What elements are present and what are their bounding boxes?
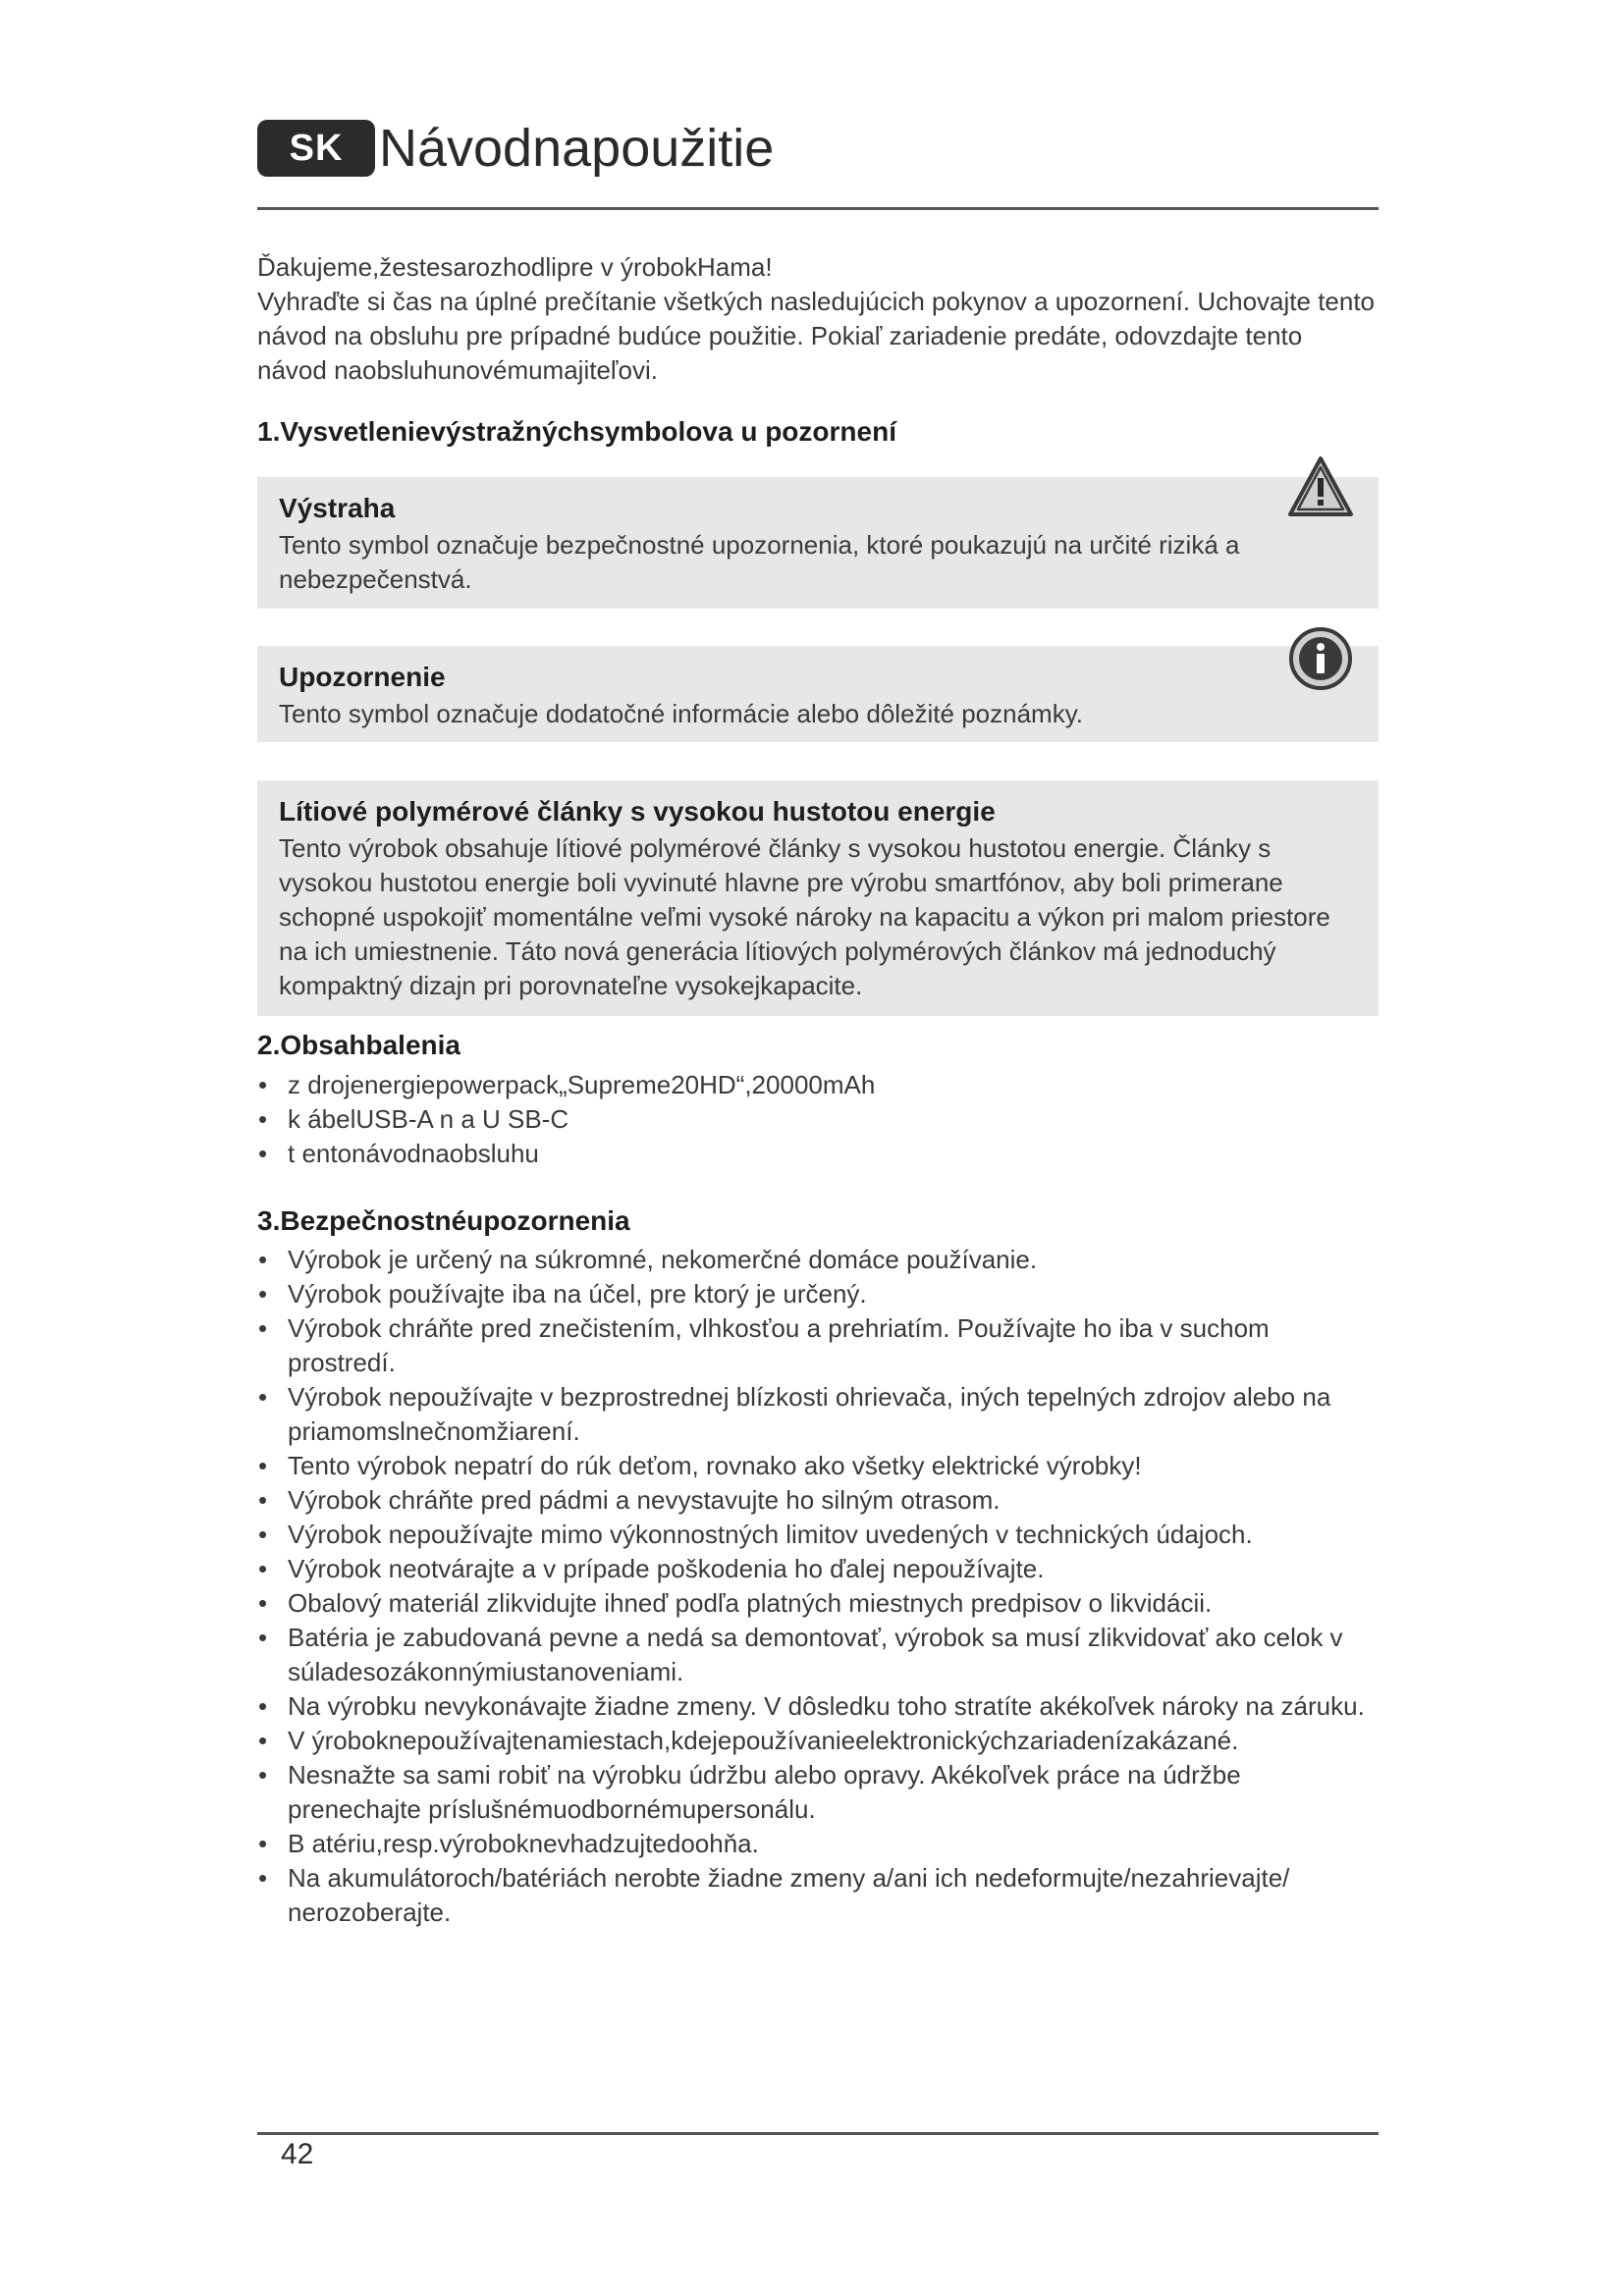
warning-title: Výstraha: [279, 493, 396, 523]
list-item: • t entonávodnaobsluhu: [257, 1137, 1379, 1171]
package-contents-list: [257, 1068, 1379, 1171]
list-item: • Výrobok je určený na súkromné, nekomerčné domáce používanie.: [257, 1243, 1379, 1277]
list-item: • Na výrobku nevykonávajte žiadne zmeny. V dôsledku toho stratíte akékoľvek nároky na záruku.: [257, 1689, 1379, 1724]
list-item: • z drojenergiepowerpack„Supreme20HD“,20000mAh: [257, 1068, 1379, 1102]
list-item: • Batéria je zabudovaná pevne a nedá sa demontovať, výrobok sa musí zlikvidovať ako celok v súladesozákonnýmiustanoveniami.: [257, 1621, 1379, 1689]
section-2-heading: 2.Obsahbalenia: [257, 1030, 460, 1060]
lipo-info-box: [257, 780, 1379, 1016]
document-title: Návodnapoužitie: [379, 119, 775, 178]
lipo-title: Lítiové polymérové články s vysokou hustotou energie: [279, 796, 996, 827]
section-1-heading: 1.Vysvetlenievýstražnýchsymbolova u pozornení: [257, 416, 896, 447]
page-header: [257, 116, 774, 181]
intro-instructions: Vyhraďte si čas na úplné prečítanie všetkých nasledujúcich pokynov a upozornení. Uchovajte tento návod na obsluhu pre prípadné budúce použitie. Pokiaľ zariadenie predáte, odovzdajte tento návod naobsluhunovémumajiteľovi.: [257, 287, 1376, 385]
list-item: • Výrobok nepoužívajte v bezprostrednej blízkosti ohrievača, iných tepelných zdrojov alebo na priamomslnečnomžiarení.: [257, 1380, 1379, 1449]
list-item: • Výrobok neotvárajte a v prípade poškodenia ho ďalej nepoužívajte.: [257, 1552, 1379, 1586]
info-icon: [1286, 624, 1355, 693]
list-item: • Nesnažte sa sami robiť na výrobku údržbu alebo opravy. Akékoľvek práce na údržbe prenechajte príslušnémuodbornémupersonálu.: [257, 1758, 1379, 1827]
list-item: • Výrobok chráňte pred pádmi a nevystavujte ho silným otrasom.: [257, 1483, 1379, 1518]
list-item: • Obalový materiál zlikvidujte ihneď podľa platných miestnych predpisov o likvidácii.: [257, 1586, 1379, 1621]
list-item: • Výrobok nepoužívajte mimo výkonnostných limitov uvedených v technických údajoch.: [257, 1518, 1379, 1552]
warning-triangle-icon: [1286, 454, 1355, 522]
language-badge: SK: [257, 120, 375, 177]
page-number: 42: [281, 2138, 314, 2170]
list-item: • k ábelUSB-A n a U SB-C: [257, 1102, 1379, 1137]
safety-notes-list: [257, 1243, 1379, 1930]
warning-text: Tento symbol označuje bezpečnostné upozornenia, ktoré poukazujú na určité riziká a nebezpečenstvá.: [279, 530, 1240, 594]
manual-page: [257, 0, 1379, 2296]
intro-thanks: Ďakujeme,žestesarozhodlipre v ýrobokHama!: [257, 252, 773, 282]
list-item: • V ýroboknepoužívajtenamiestach,kdejepoužívanieelektronickýchzariadenízakázané.: [257, 1724, 1379, 1758]
list-item: • Výrobok chráňte pred znečistením, vlhkosťou a prehriatím. Používajte ho iba v suchom prostredí.: [257, 1311, 1379, 1380]
note-box: [257, 646, 1379, 742]
list-item: • Tento výrobok nepatrí do rúk deťom, rovnako ako všetky elektrické výrobky!: [257, 1449, 1379, 1483]
list-item: • Výrobok používajte iba na účel, pre ktorý je určený.: [257, 1277, 1379, 1311]
note-title: Upozornenie: [279, 662, 446, 692]
header-divider: [257, 207, 1379, 210]
lipo-text: Tento výrobok obsahuje lítiové polymérové články s vysokou hustotou energie. Články s vysokou hustotou energie boli vyvinuté hlavne pre výrobu smartfónov, aby boli primerane schopné uspokojiť momentálne veľmi vysoké nároky na kapacitu a výkon pri malom priestore na ich umiestnenie. Táto nová generácia lítiových polymérových článkov má jednoduchý kompaktný dizajn pri porovnateľne vysokejkapacite.: [279, 833, 1330, 1000]
footer-divider: [257, 2132, 1379, 2135]
list-item: • Na akumulátoroch/batériách nerobte žiadne zmeny a/ani ich nedeformujte/nezahrievajte/ nerozoberajte.: [257, 1861, 1379, 1930]
note-text: Tento symbol označuje dodatočné informácie alebo dôležité poznámky.: [279, 699, 1083, 728]
warning-box: [257, 477, 1379, 609]
section-3-heading: 3.Bezpečnostnéupozornenia: [257, 1205, 630, 1236]
intro-text: [257, 250, 1379, 388]
list-item: • B atériu,resp.výroboknevhadzujtedoohňa.: [257, 1827, 1379, 1861]
